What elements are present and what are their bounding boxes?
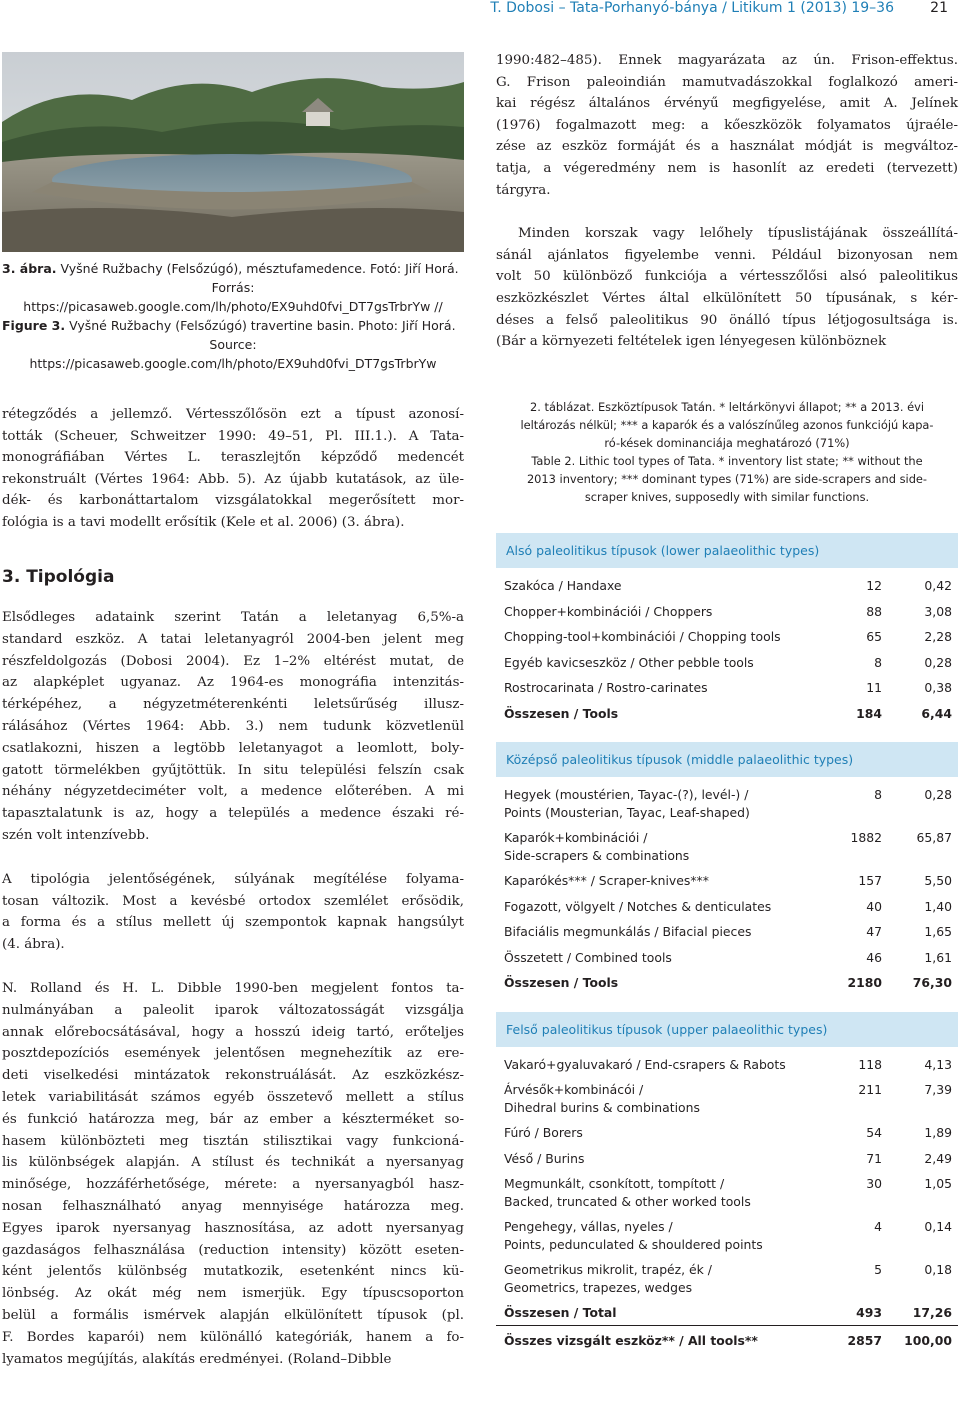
table-row (496, 654, 958, 672)
page-number: 21 (930, 0, 948, 16)
row-percent: 1,89 (924, 1125, 952, 1140)
row-percent: 0,42 (924, 578, 952, 593)
row-label (504, 1124, 834, 1142)
total-label: Összesen / Tools (504, 705, 619, 721)
text-line: A tipológia jelentőségének, súlyának megítélése folyama- (2, 871, 464, 887)
table-section-header: Felső paleolitikus típusok (upper palaeolithic types) (496, 1012, 958, 1047)
table-row (496, 923, 958, 941)
text-line: (1976) fogalmazott meg: a kőeszközök folyamatos újraéle- (496, 117, 958, 133)
total-label: Összesen / Tools (504, 975, 619, 990)
table-row (496, 1261, 958, 1296)
paragraph (496, 223, 958, 353)
row-label-line: Points, pedunculated & shouldered points (504, 1236, 763, 1252)
table-row (496, 628, 958, 646)
row-label (504, 1175, 834, 1210)
table-total-row (496, 1304, 958, 1322)
text-line: posztdepozíciós események jelentősen megnehezítik az ere- (2, 1046, 464, 1062)
row-label-line: Véső / Burins (504, 1150, 585, 1166)
figure-3-caption (2, 259, 464, 373)
running-title: T. Dobosi – Tata-Porhanyó-bánya / Litikum 1 (2013) 19–36 (490, 0, 894, 16)
row-count: 40 (866, 898, 882, 914)
row-percent: 7,39 (924, 1082, 952, 1097)
caption-hu-text: Vyšné Ružbachy (Felsőzúgó), mésztufamedence. Fotó: Jiří Horá. (60, 261, 459, 276)
row-percent: 0,28 (924, 654, 952, 670)
row-label (504, 829, 834, 864)
caption-en-text: Vyšné Ružbachy (Felsőzúgó) travertine basin. Photo: Jiří Horá. (69, 318, 456, 333)
row-count: 1882 (850, 830, 882, 845)
text-line: sánál ajánlatos figyelembe venni. Például bizonyosan nem (496, 247, 958, 263)
row-percent: 0,14 (924, 1219, 952, 1234)
row-count: 118 (858, 1056, 882, 1072)
row-count: 211 (858, 1082, 882, 1097)
total-percent: 17,26 (912, 1305, 952, 1320)
table-section-header: Alsó paleolitikus típusok (lower palaeolithic types) (496, 533, 958, 568)
row-label-line: Egyéb kavicseszköz / Other pebble tools (504, 654, 754, 670)
row-label-line: Dihedral burins & combinations (504, 1099, 700, 1115)
table-row (496, 1056, 958, 1074)
left-column (2, 404, 464, 1370)
text-line: rekonstruált (Vértes 1964: Abb. 5). Az újabb kutatások, az üle- (2, 471, 464, 487)
row-label-line: Kaparók+kombinációi / (504, 830, 648, 845)
text-line: a forma és a stílus mellett új szempontok kapnak hangsúlyt (2, 915, 464, 931)
row-label-line: Árvésők+kombinácói / (504, 1082, 644, 1097)
caption-line: Source: (209, 337, 257, 352)
table-row (496, 603, 958, 621)
row-count: 88 (866, 603, 882, 619)
total-percent: 76,30 (912, 975, 952, 990)
total-percent: 6,44 (921, 705, 952, 721)
total-count: 493 (856, 1305, 882, 1320)
total-count: 184 (856, 705, 882, 721)
caption-line: https://picasaweb.google.com/lh/photo/EX9uhd0fvi_DT7gsTrbrYw // (23, 299, 443, 314)
row-count: 8 (874, 654, 882, 670)
row-percent: 2,28 (924, 629, 952, 644)
travertine-basin-image (2, 52, 464, 252)
row-label (504, 1150, 834, 1168)
table-row (496, 1150, 958, 1168)
text-line: lönbség. Az okát még nem ismerjük. Egy típuscsoporton (2, 1286, 464, 1302)
row-label (504, 786, 834, 821)
row-label (504, 628, 834, 646)
row-label (504, 679, 834, 697)
text-line: belül a formális ismérvek alapján elkülönített típusok (pl. (2, 1307, 464, 1323)
paragraph (496, 50, 958, 201)
text-line: részfeldolgozás (Dobosi 2004). Ez 1–2% eltérést mutat, de (2, 653, 464, 669)
row-label (504, 872, 834, 890)
caption-line (2, 316, 464, 335)
total-count: 2180 (847, 975, 882, 990)
text-line: és funkció határozza meg, bár az ember a készterméket so- (2, 1111, 464, 1127)
text-line: kai régész általános érvényű megfigyelése, amit A. Jelínek (496, 96, 958, 112)
tool-types-table (496, 533, 958, 1349)
caption-label-en: Figure 3. (2, 318, 66, 333)
text-line: letek variabilitását számos egyéb összetevő mellett a stílus (2, 1089, 464, 1105)
text-line: nosan felhasználható anyag mennyisége határozza meg. (2, 1198, 464, 1214)
row-percent: 5,50 (924, 873, 952, 888)
text-line: rétegződés a jellemző. Vértesszőlősön ezt a típust azonosí- (2, 407, 464, 422)
text-line: fológia is a tavi modellt erősítik (Kele et al. 2006) (3. ábra). (2, 514, 405, 530)
row-label-line: Összetett / Combined tools (504, 949, 672, 965)
text-line: ként jelentős különbség mutatkozik, esetenként nincs kü- (2, 1264, 464, 1280)
table-2 (496, 533, 958, 1349)
paragraph (2, 869, 464, 956)
table-row (496, 1124, 958, 1142)
table-caption-text (496, 398, 958, 506)
text-line: minősége, hozzáférhetősége, mérete: a nyersanyagból hasz- (2, 1177, 464, 1193)
caption-line: Forrás: (211, 280, 255, 295)
text-line: déses a felső paleolitikus 90 önálló típus létjogosultsága is. (496, 312, 958, 328)
text-line: zése az eszköz formáját és a használat módját is megváltoz- (496, 139, 958, 155)
table-row (496, 679, 958, 697)
caption-line: https://picasaweb.google.com/lh/photo/EX9uhd0fvi_DT7gsTrbrYw (29, 356, 437, 371)
text-line: nulmányában a paleolit iparok változatosságát vizsgálja (2, 1002, 464, 1018)
row-count: 12 (866, 578, 882, 593)
text-line: tatja, a végeredmény nem is hasonlít az eredeti (tervezett) (496, 160, 958, 176)
row-percent: 1,40 (924, 898, 952, 914)
row-label (504, 1261, 834, 1296)
row-label (504, 654, 834, 672)
text-line: G. Frison paleoindián mamutvadászokkal foglalkozó ameri- (496, 74, 958, 90)
row-label-line: Points (Mousterian, Tayac, Leaf-shaped) (504, 804, 750, 820)
text-line: gazdaságos felhasználása (reduction intensity) között eseten- (2, 1242, 464, 1258)
text-line: Elsődleges adataink szerint Tatán a leletanyag 6,5%-a (2, 610, 464, 625)
row-label-line: Rostrocarinata / Rostro-carinates (504, 680, 708, 695)
row-count: 5 (874, 1262, 882, 1277)
row-label-line: Hegyek (moustérien, Tayac-(?), levél-) / (504, 787, 749, 802)
text-line: eszközkészlet Vértes által elkülönített 50 típusának, s kér- (496, 290, 958, 306)
row-percent: 65,87 (916, 830, 952, 845)
row-label-line: Chopper+kombinációi / Choppers (504, 603, 713, 619)
row-label-line: Backed, truncated & other worked tools (504, 1193, 751, 1209)
text-line: lis különbségek alapján. A stílust és technikát a nyersanyag (2, 1155, 464, 1171)
text-line: leltározás nélkül; *** a kaparók és a valószínűleg azonos funkciójú kapa- (520, 418, 934, 432)
row-percent: 0,38 (924, 680, 952, 695)
text-line: (4. ábra). (2, 937, 65, 953)
text-line: Minden korszak vagy lelőhely típuslistájának összeállítá- (518, 226, 958, 242)
row-percent: 1,65 (924, 924, 952, 939)
row-percent: 0,28 (924, 787, 952, 802)
row-count: 65 (866, 629, 882, 644)
row-label (504, 898, 834, 916)
row-count: 4 (874, 1219, 882, 1234)
text-line: néhány négyzetdeciméter volt, a medence előterében. A mi (2, 784, 464, 800)
table-total-row (496, 974, 958, 992)
table-row (496, 829, 958, 864)
row-label (504, 1081, 834, 1116)
text-line: az alapképlet ugyanaz. Az 1964-es monográfia intenzitás- (2, 675, 464, 691)
row-label (504, 923, 834, 941)
row-label-line: Fúró / Borers (504, 1125, 583, 1140)
row-label (504, 1056, 834, 1074)
table-row (496, 1218, 958, 1253)
text-line: annak előrebocsátásával, hogy a hosszú ideig tartó, erőteljes (2, 1024, 464, 1040)
text-line: rálásához (Vértes 1964: Abb. 3.) nem tudunk közvetlenül (2, 718, 464, 734)
text-line: szén volt intenzívebb. (2, 827, 150, 843)
text-line: standard eszköz. A tatai leletanyagról 2004-ben jelent meg (2, 631, 464, 647)
text-line: tosan változik. Most a kevésbé ortodox szemlélet erősödik, (2, 893, 464, 909)
text-line: dék- és karbonáttartalom vizsgálatokkal megerősített mor- (2, 493, 464, 508)
row-count: 47 (866, 924, 882, 939)
running-head (0, 0, 960, 20)
row-label-line: Kaparókés*** / Scraper-knives*** (504, 873, 709, 888)
row-label-line: Geometrics, trapezes, wedges (504, 1279, 693, 1295)
row-count: 11 (866, 680, 882, 695)
table-row (496, 1175, 958, 1210)
row-label (504, 949, 834, 967)
row-percent: 2,49 (924, 1150, 952, 1166)
row-count: 46 (866, 949, 882, 965)
table-total-row (496, 705, 958, 723)
row-count: 30 (866, 1176, 882, 1191)
text-line: gatott törmelékben gyűjtöttük. In situ települési felszín csak (2, 762, 464, 778)
row-count: 157 (858, 873, 882, 888)
text-line: (Bár a környezeti feltételek igen lényegesen különböznek (496, 334, 887, 350)
text-line: scraper knives, supposedly with similar functions. (584, 490, 870, 504)
row-label-line: Szakóca / Handaxe (504, 578, 622, 593)
row-label-line: Pengehegy, vállas, nyeles / (504, 1219, 673, 1234)
table-row (496, 786, 958, 821)
section-heading: 3. Tipológia (2, 567, 115, 587)
row-percent: 3,08 (924, 603, 952, 619)
text-line: 1990:482–485). Ennek magyarázata az ún. Frison-effektus. (496, 53, 958, 68)
paragraph (2, 607, 464, 847)
row-label-line: Vakaró+gyaluvakaró / End-csrapers & Rabots (504, 1056, 786, 1072)
grand-total-label: Összes vizsgált eszköz** / All tools** (504, 1332, 758, 1348)
row-count: 71 (866, 1150, 882, 1166)
text-line: F. Bordes kaparói) nem különálló kategóriák, hanem a fo- (2, 1329, 464, 1345)
text-line: N. Rolland és H. L. Dibble 1990-ben megjelent fontos ta- (2, 980, 464, 996)
total-label: Összesen / Total (504, 1305, 617, 1320)
text-line: tapasztalatunk is az, hogy a település a medence északi ré- (2, 806, 464, 822)
text-line: tárgyra. (496, 182, 551, 198)
row-percent: 1,05 (924, 1176, 952, 1191)
row-count: 8 (874, 787, 882, 802)
table-row (496, 872, 958, 890)
caption-label-hu: 3. ábra. (2, 261, 57, 276)
text-line: csatlakozni, hiszen a legtöbb leletanyagot a leomlott, boly- (2, 740, 464, 756)
table-row (496, 1081, 958, 1116)
row-label-line: Fogazott, völgyelt / Notches & denticulates (504, 898, 772, 914)
table-row (496, 949, 958, 967)
row-percent: 4,13 (924, 1056, 952, 1072)
grand-total-row (496, 1332, 958, 1350)
row-label-line: Bifaciális megmunkálás / Bifacial pieces (504, 924, 752, 939)
table-section-header: Középső paleolitikus típusok (middle palaeolithic types) (496, 742, 958, 777)
text-line: 2013 inventory; *** dominant types (71%) are side-scrapers and side- (526, 472, 928, 486)
text-line: hasem különbözteti meg tisztán stilisztikai vagy funkcioná- (2, 1133, 464, 1149)
paragraph (2, 978, 464, 1370)
row-percent: 0,18 (924, 1262, 952, 1277)
row-label (504, 1218, 834, 1253)
row-count: 54 (866, 1125, 882, 1140)
text-line: Egyes iparok nyersanyag hasznosítása, az adott nyersanyag (2, 1220, 464, 1236)
text-line: térképéhez, a négyzetméterenkénti leletsűrűség illusz- (2, 697, 464, 713)
right-column-text (496, 50, 958, 353)
grand-total-count: 2857 (847, 1332, 882, 1348)
row-label-line: Megmunkált, csonkított, tompított / (504, 1176, 725, 1191)
figure-3-photo (2, 52, 464, 252)
text-line: tották (Scheuer, Schweitzer 1990: 49–51, Pl. III.1.). A Tata- (2, 428, 464, 444)
row-label-line: Side-scrapers & combinations (504, 847, 690, 863)
text-line: monográfiában Vértes L. teraszlejtőn képződő medencét (2, 450, 464, 465)
table-row (496, 577, 958, 595)
row-label-line: Chopping-tool+kombinációi / Chopping tools (504, 629, 781, 644)
table-row (496, 898, 958, 916)
grand-total-percent: 100,00 (904, 1332, 952, 1348)
row-label (504, 603, 834, 621)
text-line: lyamatos megújítás, alakítás eredményei. (Roland–Dibble (2, 1351, 392, 1367)
text-line: Table 2. Lithic tool types of Tata. * inventory list state; ** without the (531, 454, 923, 468)
row-percent: 1,61 (924, 949, 952, 965)
text-line: 2. táblázat. Eszköztípusok Tatán. * leltárkönyvi állapot; ** a 2013. évi (530, 400, 924, 414)
text-line: ró-kések dominanciája meghatározó (71%) (604, 436, 850, 450)
row-label (504, 577, 834, 595)
caption-line (2, 259, 464, 278)
text-line: volt 50 különböző funkciója a vértesszőlősi alsó paleolitikus (496, 269, 958, 285)
paragraph (2, 404, 464, 533)
table-2-caption (496, 398, 958, 506)
table-rule (496, 1325, 958, 1326)
row-label-line: Geometrikus mikrolit, trapéz, ék / (504, 1262, 712, 1277)
text-line: deti viselkedési mintázatok rekonstruálását. Az eszközkész- (2, 1068, 464, 1084)
